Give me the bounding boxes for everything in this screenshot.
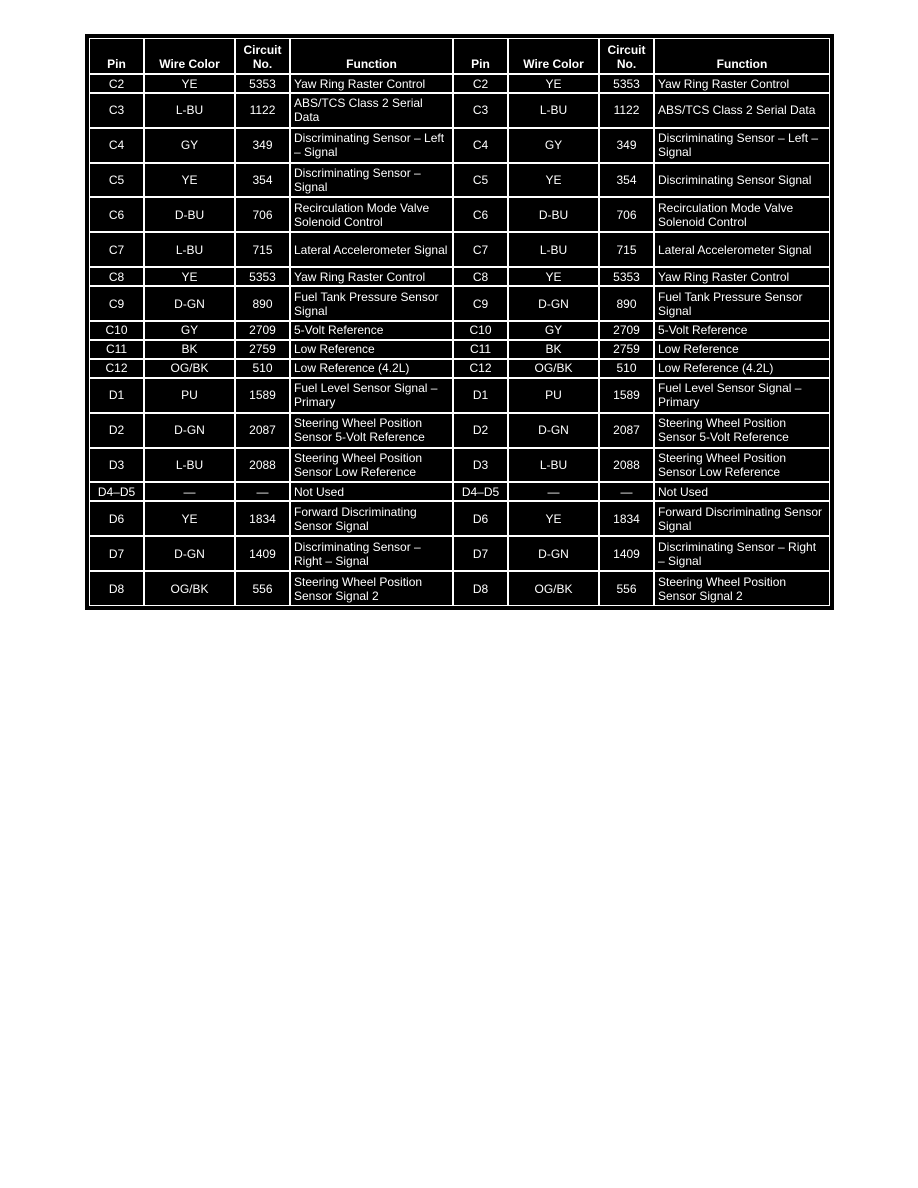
wire-color-cell-left: YE — [144, 74, 235, 93]
wire-color-cell-right: GY — [508, 128, 599, 163]
function-cell-right: Fuel Tank Pressure Sensor Signal — [654, 286, 830, 321]
wire-color-cell-left: OG/BK — [144, 359, 235, 378]
circuit-cell-right: 1409 — [599, 536, 654, 571]
circuit-cell-left: 556 — [235, 571, 290, 606]
function-cell-right: Recirculation Mode Valve Solenoid Control — [654, 197, 830, 232]
function-cell-left: Low Reference — [290, 340, 453, 359]
function-cell-right: Steering Wheel Position Sensor Signal 2 — [654, 571, 830, 606]
pin-cell-right: D4–D5 — [453, 482, 508, 501]
circuit-cell-right: 510 — [599, 359, 654, 378]
function-cell-left: Recirculation Mode Valve Solenoid Control — [290, 197, 453, 232]
function-cell-left: Low Reference (4.2L) — [290, 359, 453, 378]
circuit-cell-right: 2759 — [599, 340, 654, 359]
function-cell-left: Steering Wheel Position Sensor Low Reference — [290, 448, 453, 483]
wire-color-cell-left: D-GN — [144, 286, 235, 321]
pin-cell-left: D6 — [89, 501, 144, 536]
header-circuit-line1: Circuit — [243, 43, 282, 57]
wire-color-cell-right: D-GN — [508, 286, 599, 321]
table-row — [89, 128, 830, 163]
wire-color-cell-left: GY — [144, 128, 235, 163]
table-row — [89, 359, 830, 378]
pin-cell-left: D7 — [89, 536, 144, 571]
circuit-cell-right: 354 — [599, 163, 654, 198]
circuit-cell-left: 5353 — [235, 74, 290, 93]
wire-color-cell-right: BK — [508, 340, 599, 359]
function-cell-right: Forward Discriminating Sensor Signal — [654, 501, 830, 536]
wire-color-cell-left: D-GN — [144, 536, 235, 571]
function-cell-left: Forward Discriminating Sensor Signal — [290, 501, 453, 536]
circuit-cell-left: 349 — [235, 128, 290, 163]
circuit-cell-right: — — [599, 482, 654, 501]
wire-color-cell-right: — — [508, 482, 599, 501]
circuit-cell-left: 1834 — [235, 501, 290, 536]
connector-pinout-table — [89, 38, 830, 606]
function-cell-right: Yaw Ring Raster Control — [654, 74, 830, 93]
pin-cell-left: C10 — [89, 321, 144, 340]
circuit-cell-left: 2759 — [235, 340, 290, 359]
function-cell-right: Discriminating Sensor – Left – Signal — [654, 128, 830, 163]
circuit-cell-right: 5353 — [599, 74, 654, 93]
pin-cell-left: C6 — [89, 197, 144, 232]
wire-color-cell-right: YE — [508, 501, 599, 536]
circuit-cell-right: 1834 — [599, 501, 654, 536]
header-circuit-line2: No. — [616, 57, 637, 71]
wire-color-cell-right: OG/BK — [508, 571, 599, 606]
header-row — [89, 38, 830, 74]
function-cell-left: Yaw Ring Raster Control — [290, 267, 453, 286]
table-row — [89, 321, 830, 340]
circuit-cell-left: 5353 — [235, 267, 290, 286]
wire-color-cell-right: YE — [508, 267, 599, 286]
wire-color-cell-right: L-BU — [508, 448, 599, 483]
pin-cell-left: C2 — [89, 74, 144, 93]
pin-cell-right: C11 — [453, 340, 508, 359]
wire-color-cell-right: L-BU — [508, 232, 599, 267]
wire-color-cell-left: D-GN — [144, 413, 235, 448]
function-cell-right: 5-Volt Reference — [654, 321, 830, 340]
wire-color-cell-left: YE — [144, 163, 235, 198]
pin-cell-left: C8 — [89, 267, 144, 286]
circuit-cell-left: 706 — [235, 197, 290, 232]
wire-color-cell-left: PU — [144, 378, 235, 413]
circuit-cell-left: 354 — [235, 163, 290, 198]
header-circuit-line1: Circuit — [607, 43, 646, 57]
function-cell-right: Yaw Ring Raster Control — [654, 267, 830, 286]
function-cell-left: Not Used — [290, 482, 453, 501]
pin-cell-left: D8 — [89, 571, 144, 606]
header-wire-color-right: Wire Color — [508, 38, 599, 74]
header-pin-right: Pin — [453, 38, 508, 74]
function-cell-right: Steering Wheel Position Sensor Low Reference — [654, 448, 830, 483]
circuit-cell-left: 890 — [235, 286, 290, 321]
circuit-cell-right: 1589 — [599, 378, 654, 413]
pin-cell-right: C3 — [453, 93, 508, 128]
table-row — [89, 340, 830, 359]
pin-cell-right: C5 — [453, 163, 508, 198]
function-cell-left: Discriminating Sensor – Left – Signal — [290, 128, 453, 163]
function-cell-right: Low Reference — [654, 340, 830, 359]
function-cell-right: Not Used — [654, 482, 830, 501]
pin-cell-right: D3 — [453, 448, 508, 483]
circuit-cell-right: 1122 — [599, 93, 654, 128]
function-cell-left: Lateral Accelerometer Signal — [290, 232, 453, 267]
pin-cell-left: C5 — [89, 163, 144, 198]
circuit-cell-left: 1589 — [235, 378, 290, 413]
function-cell-right: Discriminating Sensor – Right – Signal — [654, 536, 830, 571]
function-cell-right: Lateral Accelerometer Signal — [654, 232, 830, 267]
table-row — [89, 163, 830, 198]
circuit-cell-right: 715 — [599, 232, 654, 267]
wire-color-cell-right: GY — [508, 321, 599, 340]
circuit-cell-left: 2088 — [235, 448, 290, 483]
pin-cell-left: D2 — [89, 413, 144, 448]
pin-cell-left: C4 — [89, 128, 144, 163]
circuit-cell-left: 510 — [235, 359, 290, 378]
pin-cell-left: D1 — [89, 378, 144, 413]
wire-color-cell-right: D-GN — [508, 413, 599, 448]
function-cell-right: Fuel Level Sensor Signal – Primary — [654, 378, 830, 413]
circuit-cell-right: 349 — [599, 128, 654, 163]
table-row — [89, 448, 830, 483]
wire-color-cell-left: L-BU — [144, 448, 235, 483]
pin-cell-right: C7 — [453, 232, 508, 267]
table-row — [89, 571, 830, 606]
pin-cell-left: C7 — [89, 232, 144, 267]
header-pin-left: Pin — [89, 38, 144, 74]
pin-cell-right: D8 — [453, 571, 508, 606]
table-body — [89, 74, 830, 606]
circuit-cell-left: 2087 — [235, 413, 290, 448]
header-function-right: Function — [654, 38, 830, 74]
wire-color-cell-left: L-BU — [144, 232, 235, 267]
function-cell-left: Yaw Ring Raster Control — [290, 74, 453, 93]
wire-color-cell-left: YE — [144, 267, 235, 286]
function-cell-left: Fuel Level Sensor Signal – Primary — [290, 378, 453, 413]
wire-color-cell-right: L-BU — [508, 93, 599, 128]
function-cell-left: Discriminating Sensor – Right – Signal — [290, 536, 453, 571]
function-cell-left: Fuel Tank Pressure Sensor Signal — [290, 286, 453, 321]
wire-color-cell-right: YE — [508, 163, 599, 198]
pin-cell-right: C12 — [453, 359, 508, 378]
pin-cell-right: C2 — [453, 74, 508, 93]
header-circuit-line2: No. — [252, 57, 273, 71]
header-function-left: Function — [290, 38, 453, 74]
wire-color-cell-left: GY — [144, 321, 235, 340]
table-row — [89, 413, 830, 448]
table-row — [89, 74, 830, 93]
function-cell-left: Steering Wheel Position Sensor 5-Volt Reference — [290, 413, 453, 448]
circuit-cell-left: 2709 — [235, 321, 290, 340]
table-row — [89, 232, 830, 267]
pin-cell-right: C8 — [453, 267, 508, 286]
circuit-cell-right: 5353 — [599, 267, 654, 286]
table-row — [89, 536, 830, 571]
function-cell-right: Discriminating Sensor Signal — [654, 163, 830, 198]
table-row — [89, 482, 830, 501]
function-cell-right: Steering Wheel Position Sensor 5-Volt Reference — [654, 413, 830, 448]
circuit-cell-right: 2709 — [599, 321, 654, 340]
function-cell-right: Low Reference (4.2L) — [654, 359, 830, 378]
pin-cell-right: C6 — [453, 197, 508, 232]
circuit-cell-left: 1409 — [235, 536, 290, 571]
pin-cell-right: D6 — [453, 501, 508, 536]
wire-color-cell-left: — — [144, 482, 235, 501]
function-cell-right: ABS/TCS Class 2 Serial Data — [654, 93, 830, 128]
wire-color-cell-right: D-BU — [508, 197, 599, 232]
wire-color-cell-left: L-BU — [144, 93, 235, 128]
function-cell-left: Discriminating Sensor – Signal — [290, 163, 453, 198]
function-cell-left: 5-Volt Reference — [290, 321, 453, 340]
wire-color-cell-right: PU — [508, 378, 599, 413]
wire-color-cell-right: OG/BK — [508, 359, 599, 378]
circuit-cell-right: 890 — [599, 286, 654, 321]
circuit-cell-left: 715 — [235, 232, 290, 267]
circuit-cell-left: 1122 — [235, 93, 290, 128]
wire-color-cell-left: YE — [144, 501, 235, 536]
pin-cell-right: D2 — [453, 413, 508, 448]
pin-cell-left: D4–D5 — [89, 482, 144, 501]
wire-color-cell-right: D-GN — [508, 536, 599, 571]
pin-cell-right: C9 — [453, 286, 508, 321]
table-row — [89, 93, 830, 128]
circuit-cell-right: 2088 — [599, 448, 654, 483]
pin-cell-left: C3 — [89, 93, 144, 128]
pin-cell-right: D7 — [453, 536, 508, 571]
wire-color-cell-left: D-BU — [144, 197, 235, 232]
wire-color-cell-left: OG/BK — [144, 571, 235, 606]
header-circuit-left — [235, 38, 290, 74]
function-cell-left: ABS/TCS Class 2 Serial Data — [290, 93, 453, 128]
pin-cell-right: D1 — [453, 378, 508, 413]
pin-cell-left: D3 — [89, 448, 144, 483]
table-row — [89, 197, 830, 232]
table-row — [89, 267, 830, 286]
header-wire-color-left: Wire Color — [144, 38, 235, 74]
table-row — [89, 378, 830, 413]
table-row — [89, 286, 830, 321]
table-row — [89, 501, 830, 536]
circuit-cell-right: 2087 — [599, 413, 654, 448]
connector-pinout-table-frame — [85, 34, 834, 610]
circuit-cell-right: 556 — [599, 571, 654, 606]
header-circuit-right — [599, 38, 654, 74]
pin-cell-left: C11 — [89, 340, 144, 359]
circuit-cell-right: 706 — [599, 197, 654, 232]
function-cell-left: Steering Wheel Position Sensor Signal 2 — [290, 571, 453, 606]
pin-cell-left: C9 — [89, 286, 144, 321]
pin-cell-right: C10 — [453, 321, 508, 340]
wire-color-cell-right: YE — [508, 74, 599, 93]
wire-color-cell-left: BK — [144, 340, 235, 359]
circuit-cell-left: — — [235, 482, 290, 501]
pin-cell-right: C4 — [453, 128, 508, 163]
pin-cell-left: C12 — [89, 359, 144, 378]
